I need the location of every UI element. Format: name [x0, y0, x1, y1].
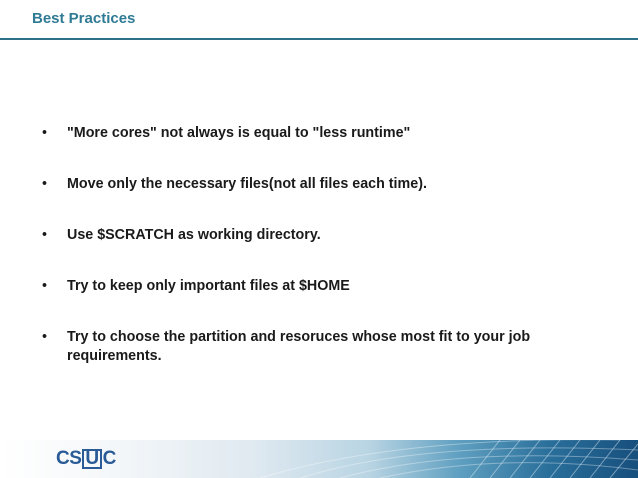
bullet-marker: • [42, 176, 48, 192]
bullet-item [40, 277, 600, 296]
bullet-marker: • [42, 278, 48, 294]
bullet-item [40, 124, 600, 143]
bullet-item [40, 226, 600, 245]
bullet-list [40, 124, 600, 398]
bullet-marker: • [42, 329, 48, 345]
bullet-item [40, 328, 600, 366]
slide-title: Best Practices [32, 10, 136, 27]
logo-text-left: CS [56, 448, 82, 469]
bullet-text: "More cores" not always is equal to "less runtime" [67, 125, 411, 141]
bullet-marker: • [42, 227, 48, 243]
bullet-text: Use $SCRATCH as working directory. [67, 227, 321, 243]
bullet-marker: • [42, 125, 48, 141]
csuc-logo [56, 448, 116, 470]
bullet-text: Move only the necessary files(not all files each time). [67, 176, 427, 192]
logo-text-right: C [102, 448, 116, 469]
bullet-text: Try to keep only important files at $HOME [67, 278, 350, 294]
logo-text-boxed: U [82, 449, 101, 469]
bullet-item [40, 175, 600, 194]
title-divider [0, 38, 638, 40]
bullet-text: Try to choose the partition and resoruces whose most fit to your job requirements. [67, 329, 531, 364]
